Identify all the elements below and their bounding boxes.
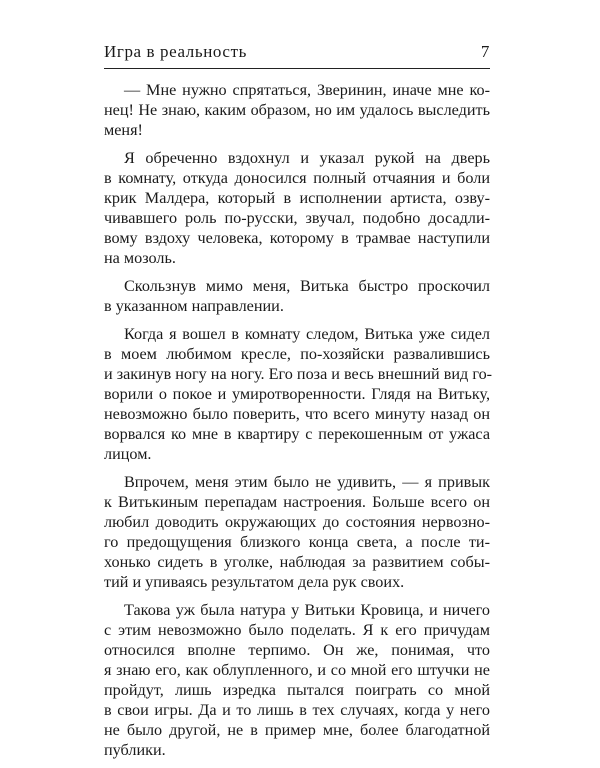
running-title: Игра в реальность (104, 42, 247, 61)
header-rule (104, 68, 490, 69)
text-line: и закинув ногу на ногу. Его поза и весь внешний вид го- (104, 365, 493, 383)
text-line: к Витькиным перепадам настроения. Больше всего он (104, 493, 490, 511)
text-line: хонько сидеть в уголке, наблюдая за развитием собы- (104, 553, 490, 571)
text-line: ворили о покое и умиротворенности. Глядя на Витьку, (104, 385, 490, 403)
text-line: относился вполне терпимо. Он же, понимая, что (104, 641, 490, 659)
paragraph (104, 148, 490, 268)
text-line: Я обреченно вздохнул и указал рукой на дверь (124, 149, 490, 167)
text-line: — Мне нужно спрятаться, Зверинин, иначе мне ко- (124, 81, 490, 99)
text-line: с этим невозможно было поделать. Я к его причудам (104, 621, 490, 639)
text-line: ворвался ко мне в квартиру с перекошенным от ужаса (104, 425, 490, 443)
text-line: в комнату, откуда доносился полный отчаяния и боли (104, 169, 490, 187)
text-line: меня! (104, 121, 143, 139)
body-text (104, 80, 493, 768)
paragraph (104, 600, 490, 760)
text-line: я знаю его, как облупленного, и со мной его штучки не (104, 661, 490, 679)
text-line: не было другой, не в пример мне, более благодатной (104, 721, 490, 739)
text-line: Когда я вошел в комнату следом, Витька уже сидел (124, 325, 490, 343)
text-line: в свои игры. Да и то лишь в тех случаях, когда у него (104, 701, 490, 719)
paragraph (104, 472, 490, 592)
text-line: нец! Не знаю, каким образом, но им удалось выследить (104, 101, 490, 119)
text-line: любил доводить окружающих до состояния нервозно- (104, 513, 490, 531)
text-line: в указанном направлении. (104, 297, 284, 315)
running-header (104, 42, 490, 62)
text-line: невозможно было поверить, что всего минуту назад он (104, 405, 490, 423)
text-line: го предощущения близкого конца света, а после ти- (104, 533, 490, 551)
text-line: чивавшего роль по-русски, звучал, подобно досадли- (104, 209, 490, 227)
page-number: 7 (480, 42, 490, 61)
text-line: публики. (104, 741, 166, 759)
text-line: в моем любимом кресле, по-хозяйски развалившись (104, 345, 490, 363)
paragraph (104, 276, 490, 316)
text-line: Впрочем, меня этим было не удивить, — я привык (124, 473, 490, 491)
paragraph (104, 324, 493, 464)
text-line: пройдут, лишь изредка пытался поиграть со мной (104, 681, 490, 699)
text-line: Скользнув мимо меня, Витька быстро проскочил (124, 277, 490, 295)
text-line: крик Малдера, который в исполнении артиста, озву- (104, 189, 490, 207)
text-line: тий и упиваясь результатом дела рук своих. (104, 573, 405, 591)
text-line: на мозоль. (104, 249, 176, 267)
text-line: лицом. (104, 445, 152, 463)
text-line: вому вздоху человека, которому в трамвае наступили (104, 229, 490, 247)
paragraph (104, 80, 490, 140)
text-line: Такова уж была натура у Витьки Кровица, и ничего (124, 601, 490, 619)
